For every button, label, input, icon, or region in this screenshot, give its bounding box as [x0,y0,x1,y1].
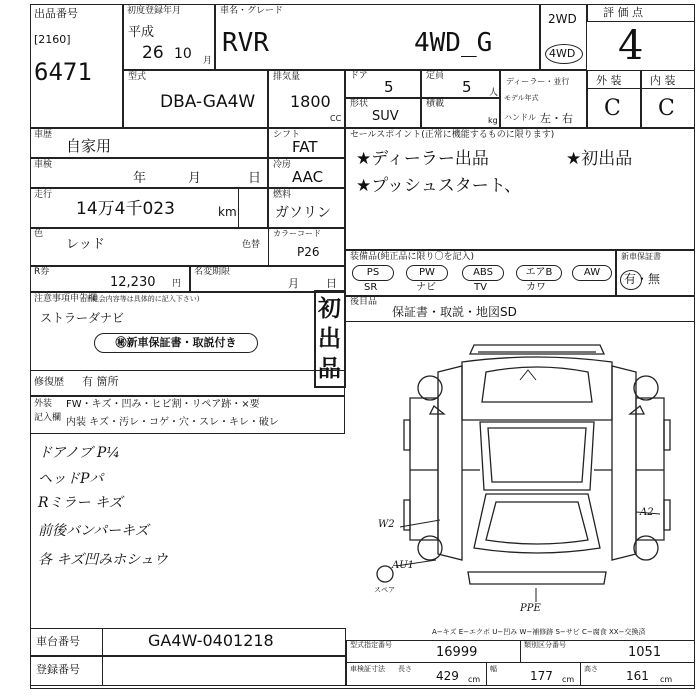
cc-unit: CC [330,114,342,123]
mark-ppe: PPE [520,603,541,614]
hw-note-5: 各 キズ凹みホシュウ [38,552,168,568]
first-listing-stamp: 初出品 [318,296,341,382]
shape-label: 形状 [350,99,369,109]
load-label: 積載 [426,99,445,109]
grade: 4WD_G [414,28,493,58]
equip-pw: PW [406,265,448,281]
hw-note-2: ヘッドPパ [38,471,104,487]
equip-tv: TV [474,282,487,293]
name-change-label: 名変期限 [194,267,231,277]
width-unit: cm [562,675,575,684]
new-car-value: 有・無 [624,272,661,286]
km-unit: km [218,205,237,219]
history-label: 車歴 [34,130,53,140]
length-unit: cm [468,675,481,684]
repair-label: 修復歴 [34,377,64,388]
chassis-label: 車台番号 [36,635,80,648]
name-change-day: 日 [326,277,337,290]
model-spec-value: 16999 [436,645,478,660]
cert-label: 車検証寸法 [350,665,385,673]
category-value: 1051 [628,645,662,660]
interior-label: 内 装 [650,74,676,87]
capacity-unit: 人 [489,88,499,98]
displacement-label: 排気量 [273,72,301,82]
drive-4wd: 4WD [549,47,576,60]
length-label: 長さ [398,665,412,673]
displacement-value: 1800 [290,92,331,111]
legend-line1: FW・キズ・凹み・ヒビ割・リペア跡・×要 [66,399,260,410]
score-value: 4 [618,23,644,69]
notes-value: ストラーダナビ [40,311,125,325]
color-code-label: カラーコード [273,229,321,238]
legend-ext-label: 外装 [34,399,53,409]
shape-value: SUV [372,109,399,124]
legend-line2: 内装 キズ・汚レ・コゲ・穴・スレ・キレ・破レ [66,417,279,428]
capacity-value: 5 [462,78,472,96]
selling-point-1: ★ディーラー出品 [356,149,489,169]
chassis-value: GA4W-0401218 [148,631,274,650]
color-value: レッド [66,237,105,252]
inspection-month: 月 [188,171,202,186]
equip-airbag: エアB [516,265,562,281]
reg-year: 26 [142,43,164,63]
month-unit: 月 [203,56,213,66]
selling-point-1b: ★初出品 [566,149,633,169]
model-year-label: モデル年式 [504,94,539,102]
mark-w2: W2 [378,519,395,530]
width-label: 幅 [490,665,497,673]
color-label: 色 [34,229,44,239]
door-label: ドア [350,71,368,81]
door-value: 5 [384,78,394,96]
capacity-label: 定員 [426,71,445,81]
equip-navi: ナビ [416,282,436,293]
model-grade-label: 車名・グレード [220,6,284,16]
selling-points-label: セールスポイント(正常に機能するものに限ります) [350,130,555,140]
recycle-label: R券 [34,267,50,277]
repair-value: 有 箇所 [82,375,119,388]
rear-items-label: 後目品 [350,297,378,307]
history-value: 自家用 [66,137,112,155]
lot-label: 出品番号 [34,7,78,20]
score-label: 評 価 点 [603,6,643,19]
equipment-label: 装備品(純正品に限り〇を記入) [350,252,475,262]
mark-a2: A2 [640,507,654,518]
recycle-unit: 円 [172,279,182,289]
handle-value: 左・右 [540,112,573,125]
category-label: 類別区分番号 [524,641,566,649]
hw-note-3: Rミラー キズ [38,495,123,511]
width-value: 177 [530,669,553,683]
rear-items-value: 保証書・取説・地図SD [392,305,517,319]
inspection-year: 年 [133,171,147,186]
shift-value: FAT [292,138,318,156]
lot-code: [2160] [34,33,71,46]
reg-month: 10 [174,46,192,62]
equip-ps: PS [352,265,394,281]
kg-unit: kg [488,116,498,125]
repaint-label: 色替 [242,240,261,250]
hw-note-4: 前後バンパーキズ [38,523,149,539]
exterior-grade: C [604,96,621,121]
inspection-day: 日 [248,171,262,186]
type-label: 型式 [128,72,147,82]
new-car-label: 新車保証書 [621,252,661,261]
era: 平成 [128,25,155,40]
selling-point-2: ★プッシュスタート、 [356,176,522,196]
height-unit: cm [660,675,673,684]
height-value: 161 [626,669,649,683]
mileage-label: 走行 [34,190,53,200]
equip-aw: AW [572,265,612,281]
registration-label: 登録番号 [36,663,80,676]
ac-label: 冷房 [273,160,292,170]
dealer-label: ディーラー・並行 [506,77,570,86]
spare-label: スペア [374,586,395,594]
hw-note-1: ドアノブ P¼ [38,445,120,461]
equip-leather: カワ [526,282,546,293]
inspection-label: 車検 [34,160,53,170]
equip-sr: SR [364,282,378,293]
shift-label: シフト [273,130,301,140]
model-spec-label: 型式指定番号 [350,641,392,649]
handle-label: ハンドル [504,113,536,122]
notes-sub-label: (下見会内容等は具体的に記入下さい) [82,295,200,303]
car-name: RVR [222,28,269,58]
first-reg-label: 初度登録年月 [127,6,182,16]
equip-abs: ABS [462,265,504,281]
drive-2wd: 2WD [548,12,577,26]
recycle-value: 12,230 [110,275,156,290]
ac-value: AAC [292,168,324,186]
interior-grade: C [658,96,675,121]
damage-legend: A−キズ E−エクボ U−凹み W−補修跡 S−サビ C−腐食 XX−交換済 [432,628,646,636]
fuel-value: ガソリン [275,205,331,221]
color-code-value: P26 [297,245,320,259]
fuel-label: 燃料 [273,190,292,200]
type-value: DBA-GA4W [160,92,256,112]
length-value: 429 [436,669,459,683]
mileage-value: 14万4千023 [76,199,175,219]
lot-number: 6471 [34,58,92,86]
name-change-month: 月 [288,277,299,290]
legend-record-label: 記入欄 [34,413,62,423]
height-label: 高さ [584,665,598,673]
exterior-label: 外 装 [596,74,622,87]
mark-au1: AU1 [392,560,415,571]
notes-label: 注意事項申告欄 [34,294,98,304]
warranty-badge: ㊙新車保証書・取説付き [94,333,258,353]
